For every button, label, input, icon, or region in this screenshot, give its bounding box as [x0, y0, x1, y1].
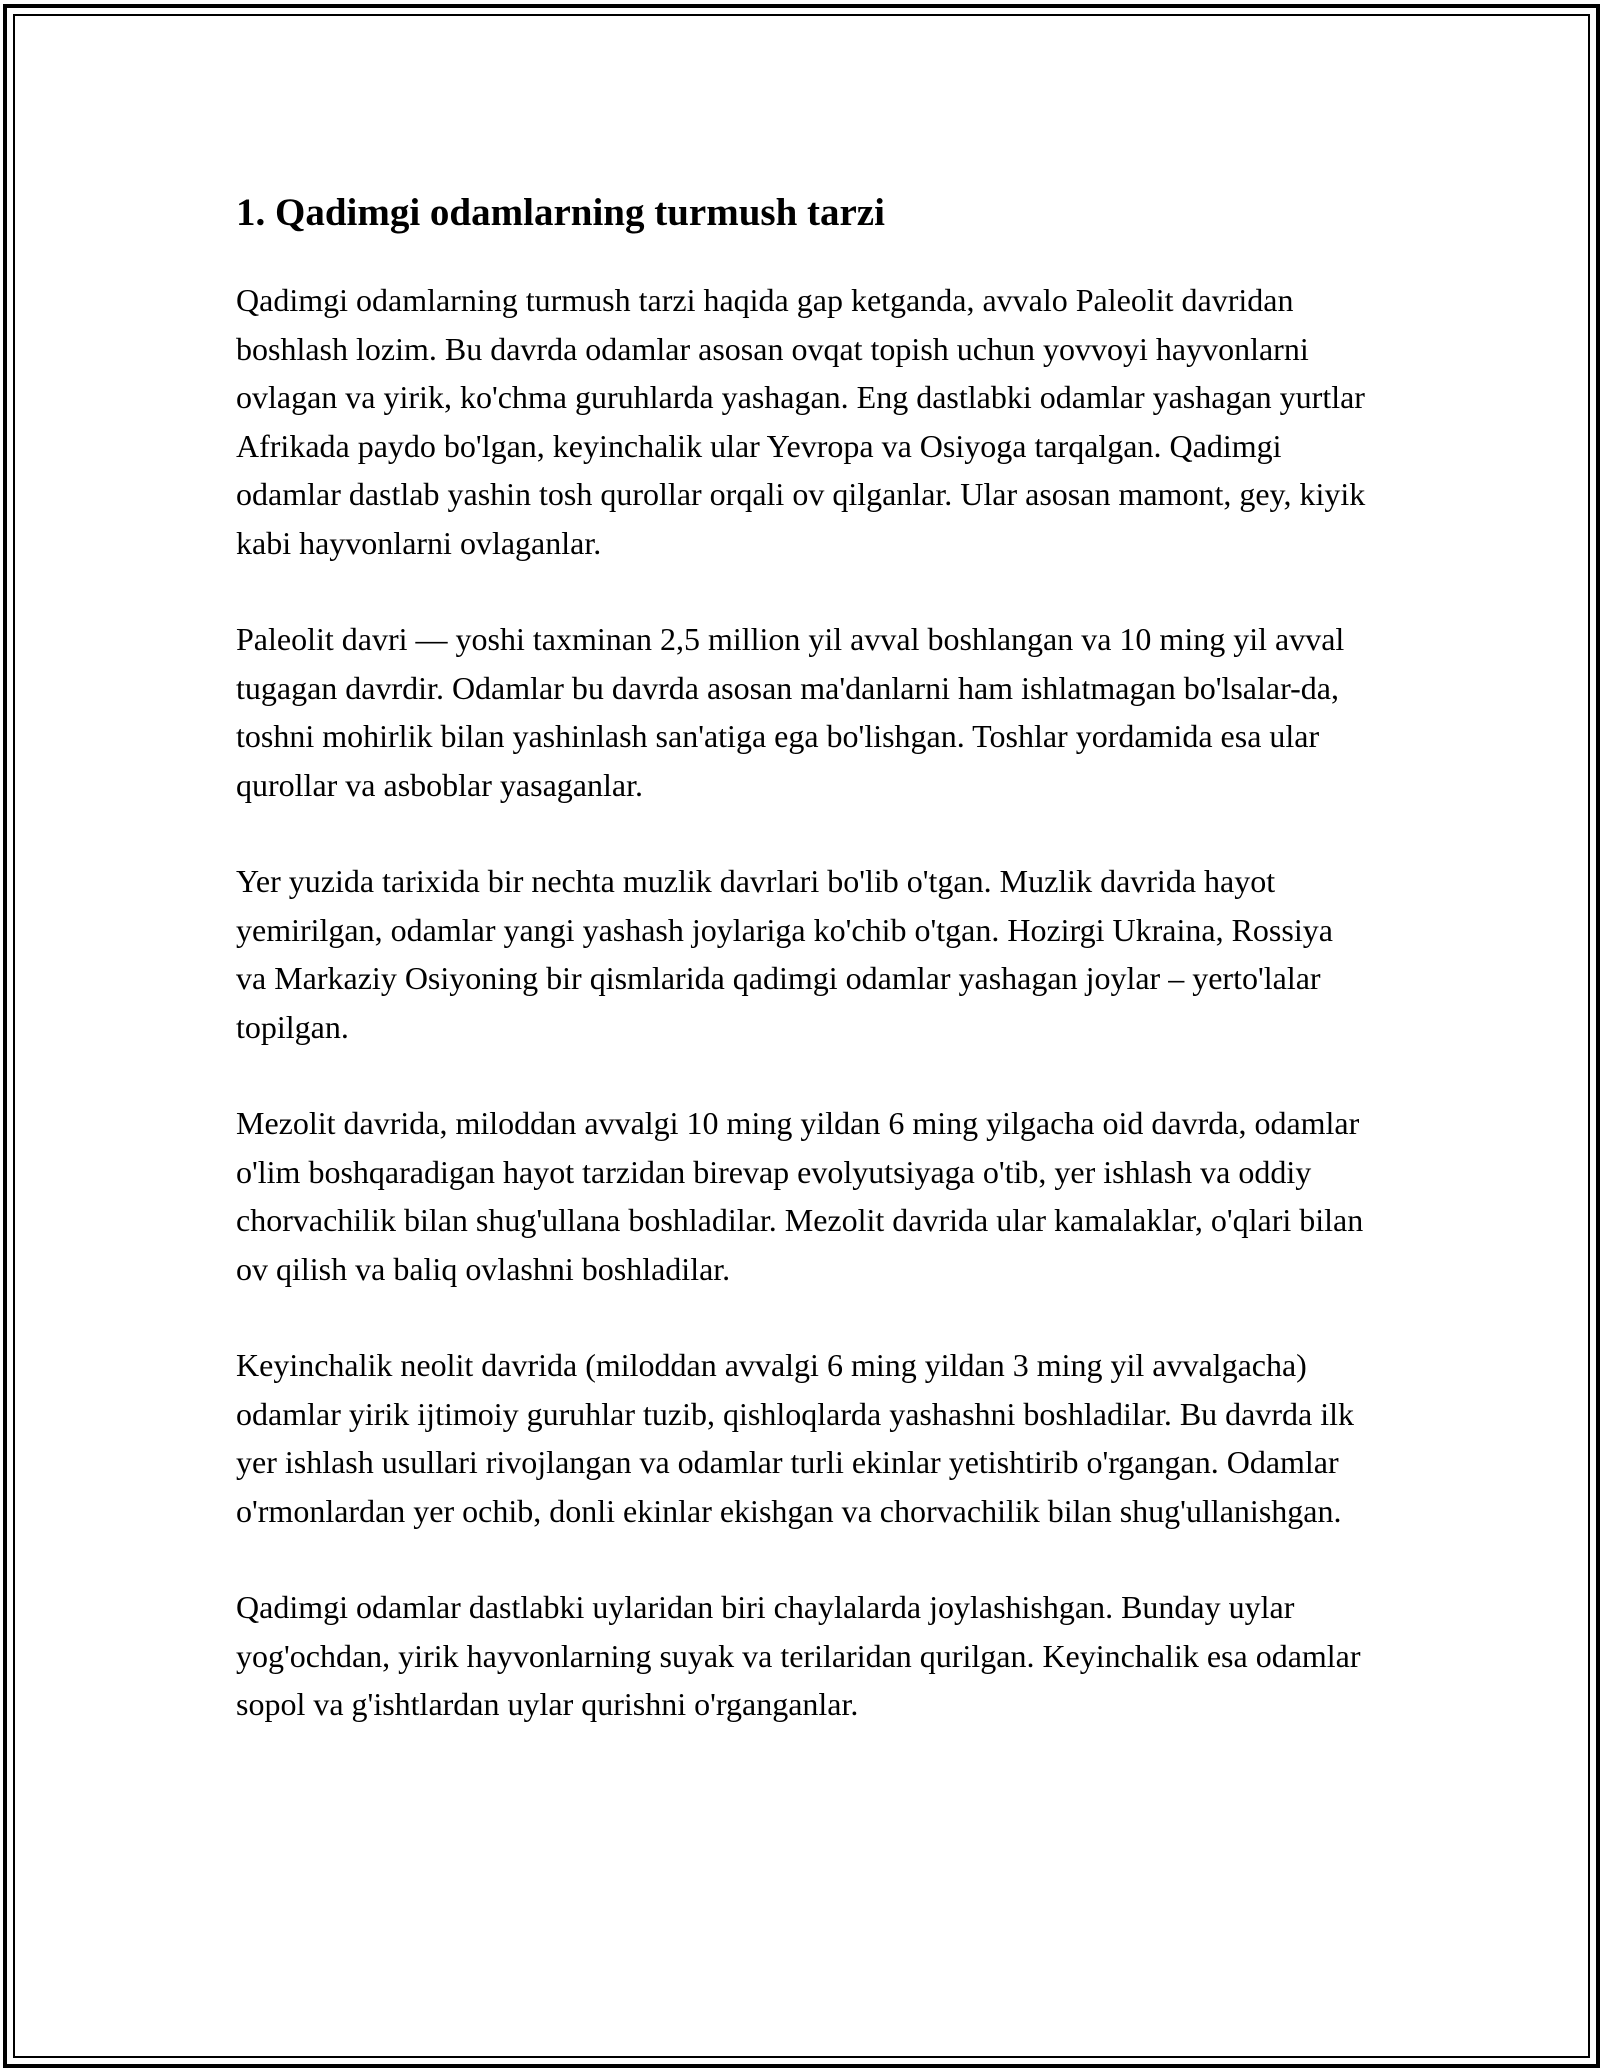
document-body — [236, 186, 1366, 1777]
paragraph-2: Paleolit davri — yoshi taxminan 2,5 million yil avval boshlangan va 10 ming yil avval tugagan davrdir. Odamlar bu davrda asosan ma'danlarni ham ishlatmagan bo'lsalar-da, toshni mohirlik bilan yashinlash san'atiga ega bo'lishgan. Toshlar yordamida esa ular qurollar va asboblar yasaganlar. — [236, 621, 1345, 803]
paragraph-1: Qadimgi odamlarning turmush tarzi haqida gap ketganda, avvalo Paleolit davridan boshlash lozim. Bu davrda odamlar asosan ovqat topish uchun yovvoyi hayvonlarni ovlagan va yirik, ko'chma guruhlarda yashagan. Eng dastlabki odamlar yashagan yurtlar Afrikada paydo bo'lgan, keyinchalik ular Yevropa va Osiyoga tarqalgan. Qadimgi odamlar dastlab yashin tosh qurollar orqali ov qilganlar. Ular asosan mamont, gey, kiyik kabi hayvonlarni ovlaganlar. — [236, 282, 1366, 561]
page-title: 1. Qadimgi odamlarning turmush tarzi — [236, 191, 885, 234]
paragraph-5: Keyinchalik neolit davrida (miloddan avvalgi 6 ming yildan 3 ming yil avvalgacha) odamlar yirik ijtimoiy guruhlar tuzib, qishloqlarda yashashni boshladilar. Bu davrda ilk yer ishlash usullari rivojlangan va odamlar turli ekinlar yetishtirib o'rgangan. Odamlar o'rmonlardan yer ochib, donli ekinlar ekishgan va chorvachilik bilan shug'ullanishgan. — [236, 1347, 1355, 1529]
paragraph-4: Mezolit davrida, miloddan avvalgi 10 ming yildan 6 ming yilgacha oid davrda, odamlar o'lim boshqaradigan hayot tarzidan birevap evolyutsiyaga o'tib, yer ishlash va oddiy chorvachilik bilan shug'ullana boshladilar. Mezolit davrida ular kamalaklar, o'qlari bilan ov qilish va baliq ovlashni boshladilar. — [236, 1105, 1364, 1287]
paragraph-3: Yer yuzida tarixida bir nechta muzlik davrlari bo'lib o'tgan. Muzlik davrida hayot yemirilgan, odamlar yangi yashash joylariga ko'chib o'tgan. Hozirgi Ukraina, Rossiya va Markaziy Osiyoning bir qismlarida qadimgi odamlar yashagan joylar – yerto'lalar topilgan. — [236, 863, 1333, 1045]
paragraph-6: Qadimgi odamlar dastlabki uylaridan biri chaylalarda joylashishgan. Bunday uylar yog'ochdan, yirik hayvonlarning suyak va terilaridan qurilgan. Keyinchalik esa odamlar sopol va g'ishtlardan uylar qurishni o'rganganlar. — [236, 1589, 1361, 1722]
